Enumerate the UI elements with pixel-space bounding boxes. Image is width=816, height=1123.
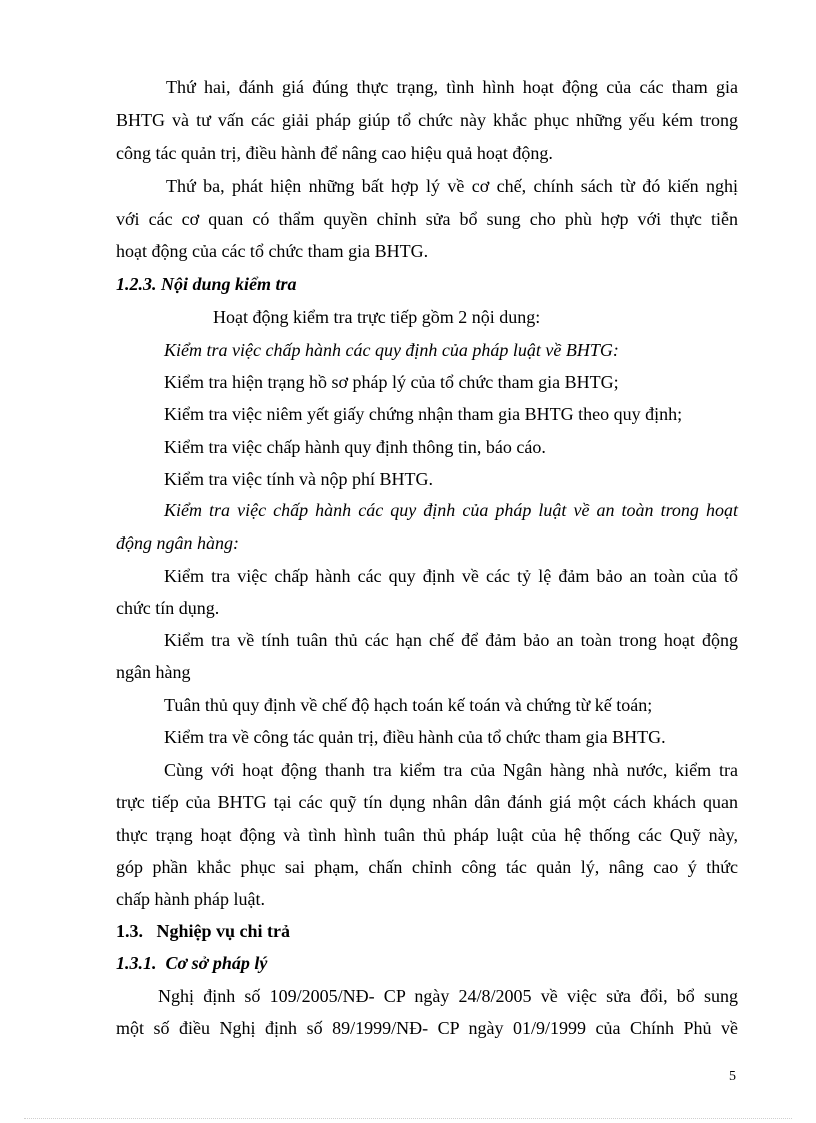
list-item: Kiểm tra việc tính và nộp phí BHTG. xyxy=(164,469,433,489)
paragraph-line: chức tín dụng. xyxy=(116,598,220,618)
paragraph-line: Hoạt động kiểm tra trực tiếp gồm 2 nội dung: xyxy=(213,307,541,327)
list-item: Kiểm tra việc chấp hành quy định thông tin, báo cáo. xyxy=(164,437,546,457)
page-number: 5 xyxy=(729,1069,736,1084)
page-bottom-dotted-border xyxy=(24,1118,792,1119)
paragraph-line: Kiểm tra về công tác quản trị, điều hành của tổ chức tham gia BHTG. xyxy=(164,727,666,747)
paragraph-line: chấp hành pháp luật. xyxy=(116,889,265,909)
paragraph-line: Thứ ba, phát hiện những bất hợp lý về cơ chế, chính sách từ đó kiến nghị xyxy=(166,176,738,196)
italic-subheading: động ngân hàng: xyxy=(116,533,239,553)
paragraph-line: Tuân thủ quy định về chế độ hạch toán kế toán và chứng từ kế toán; xyxy=(164,695,653,715)
paragraph-line: Kiểm tra việc chấp hành các quy định về các tỷ lệ đảm bảo an toàn của tổ xyxy=(164,566,738,586)
section-heading-1-2-3: 1.2.3. Nội dung kiểm tra xyxy=(116,274,297,294)
paragraph-line: Cùng với hoạt động thanh tra kiểm tra của Ngân hàng nhà nước, kiểm tra xyxy=(164,760,738,780)
italic-subheading: Kiểm tra việc chấp hành các quy định của pháp luật về BHTG: xyxy=(164,340,619,360)
paragraph-line: hoạt động của các tổ chức tham gia BHTG. xyxy=(116,241,429,261)
paragraph-line: trực tiếp của BHTG tại các quỹ tín dụng nhân dân đánh giá một cách khách quan xyxy=(116,792,738,812)
list-item: Kiểm tra hiện trạng hồ sơ pháp lý của tổ chức tham gia BHTG; xyxy=(164,372,619,392)
paragraph-line: ngân hàng xyxy=(116,662,191,682)
section-heading-1-3: 1.3. Nghiệp vụ chi trả xyxy=(116,921,291,941)
paragraph-line: Nghị định số 109/2005/NĐ- CP ngày 24/8/2005 về việc sửa đổi, bổ sung xyxy=(158,986,738,1006)
paragraph-line: Kiểm tra về tính tuân thủ các hạn chế để đảm bảo an toàn trong hoạt động xyxy=(164,630,738,650)
paragraph-line: góp phần khắc phục sai phạm, chấn chỉnh công tác quản lý, nâng cao ý thức xyxy=(116,857,738,877)
italic-subheading: Kiểm tra việc chấp hành các quy định của pháp luật về an toàn trong hoạt xyxy=(164,500,738,520)
paragraph-line: một số điều Nghị định số 89/1999/NĐ- CP ngày 01/9/1999 của Chính Phủ về xyxy=(116,1018,738,1038)
paragraph-line: thực trạng hoạt động và tình hình tuân thủ pháp luật của hệ thống các Quỹ này, xyxy=(116,825,738,845)
paragraph-line: với các cơ quan có thẩm quyền chỉnh sửa bổ sung cho phù hợp với thực tiễn xyxy=(116,209,738,229)
paragraph-line: công tác quản trị, điều hành để nâng cao hiệu quả hoạt động. xyxy=(116,143,553,163)
paragraph-line: Thứ hai, đánh giá đúng thực trạng, tình hình hoạt động của các tham gia xyxy=(166,77,738,97)
list-item: Kiểm tra việc niêm yết giấy chứng nhận tham gia BHTG theo quy định; xyxy=(164,404,683,424)
paragraph-line: BHTG và tư vấn các giải pháp giúp tổ chức này khắc phục những yếu kém trong xyxy=(116,110,738,130)
section-heading-1-3-1: 1.3.1. Cơ sở pháp lý xyxy=(116,953,268,973)
